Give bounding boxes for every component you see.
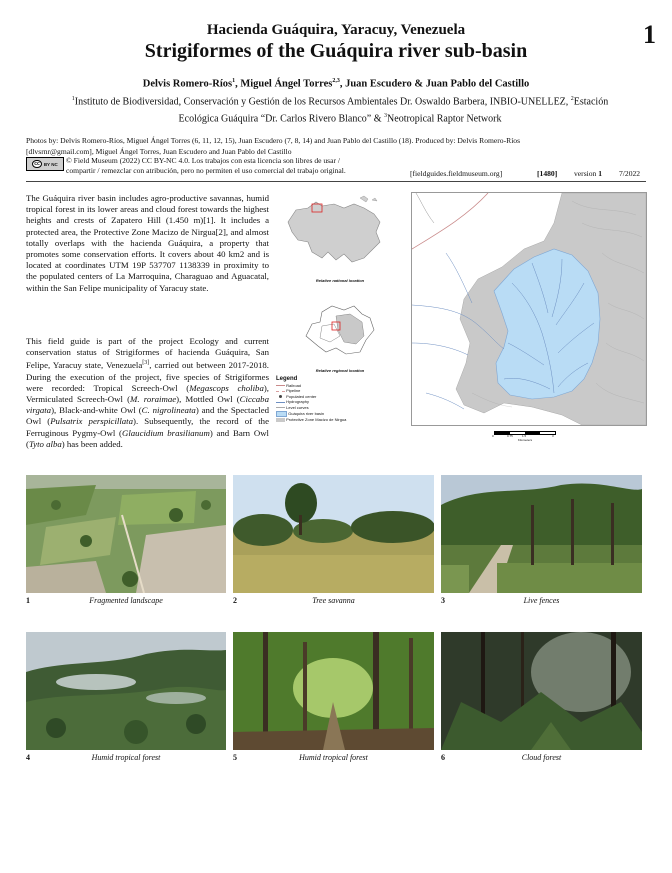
photo-cloud-forest (441, 632, 642, 750)
p2-a: This field guide is part of the project Ecology and current conservation status of Strigiformes of hacienda Guáquira, San Felipe, Yaracuy state, Venezuela (26, 336, 269, 371)
regional-map-label: Relative regional location (315, 368, 365, 373)
species-1: Megascops choliba (189, 382, 264, 393)
photo-3-caption: Live fences (523, 596, 560, 605)
photo-1-caption: Fragmented landscape (89, 596, 163, 605)
affiliations (40, 92, 640, 127)
species-5: Pulsatrix perspicillata (50, 416, 134, 427)
species-7: Tyto alba (28, 438, 62, 449)
date: 7/2022 (619, 169, 641, 178)
p2-h: ) and Barn Owl ( (26, 427, 269, 449)
author-1-sup: 1 (232, 78, 236, 84)
site-link[interactable]: [fieldguides.fieldmuseum.org] (410, 169, 503, 178)
photo-humid-tropical-forest-2 (233, 632, 434, 750)
legend-item-label: Guáquira river basin (288, 410, 325, 416)
affil-inst-1: Instituto de Biodiversidad, Conservación y Gestión de los Recursos Ambientales Dr. Oswaldo Barbera, INBIO-UNELLEZ, (74, 96, 569, 108)
legend-item-label: Railroad (286, 382, 302, 388)
photo-live-fences (441, 475, 642, 593)
scale-tick-label: 0.75 (507, 434, 513, 438)
affil-sup-1: 1 (71, 96, 75, 102)
legend-item-label: Pipeline (286, 388, 301, 394)
page-subtitle: Hacienda Guáquira, Yaracuy, Venezuela (206, 22, 466, 38)
author-1: Delvis Romero-Ríos (142, 78, 233, 90)
license-line-2: compartir / remezclar con atribución, pero no permiten el uso comercial del trabajo original. (66, 166, 346, 175)
p2-d: ), Mottled Owl ( (176, 393, 240, 404)
affil-inst-2b: Ecológica Guáquira “Dr. Carlos Rivero Blanco” & (178, 113, 382, 125)
species-6: Glaucidium brasilianum (121, 427, 210, 438)
author-3: Juan Escudero & Juan Pablo del Castillo (345, 78, 530, 90)
scale-tick-label: 0 (492, 434, 494, 438)
species-2: M. roraimae (130, 393, 177, 404)
national-location-map (282, 192, 392, 274)
intro-paragraph-2 (26, 336, 269, 450)
version-label: version (574, 169, 597, 178)
legend-items (276, 383, 406, 423)
photo-5-caption: Humid tropical forest (299, 753, 368, 762)
species-4: C. nigrolineata (141, 405, 196, 416)
photo-2-number: 2 (233, 596, 237, 605)
license-line-1: © Field Museum (2022) CC BY-NC 4.0. Los trabajos con esta licencia son libres de usar / (66, 156, 341, 165)
affil-inst-2a: Estación (573, 96, 609, 108)
license-text (66, 156, 396, 176)
p2-c: ), Vermiculated Screech-Owl ( (26, 382, 269, 404)
p2-f: ) and the Spectacled Owl ( (26, 405, 270, 427)
intro-paragraph-1: The Guáquira river basin includes agro-productive savannas, humid tropical forest in its lower areas and cloud forest towards the highest heights and crests of Zapatero Hill (1.450 m)[1]. It includes a protected area, the Protective Zone Macizo de Nirgua[2], and almost totally overlaps with the hacienda Guáquira, a property that promotes some conservation efforts. It covers about 40 km2 and is located at coordinates UTM 19P 537707 1138339 in proximity to the populated centers of La Marroquina, Charaguao and Aguacatal, within the San Felipe municipality of Yaracuy state. (26, 193, 269, 293)
credits-line-1: Photos by: Delvis Romero-Ríos, Miguel Ángel Torres (6, 11, 12, 15), Juan Escudero (7, 8, 14) and Juan Pablo del Castillo (18). Produced by: Delvis Romero-Ríos (26, 136, 521, 145)
page-title: Strigiformes of the Guáquira river sub-basin (144, 40, 528, 62)
national-map-label: Relative national location (315, 278, 365, 283)
cc-license-icon (26, 157, 64, 171)
legend-title: Legend (276, 376, 298, 382)
guide-id: [1480] (537, 169, 558, 178)
p2-i: ) has been added. (61, 438, 123, 449)
scale-tick-label: 3 (552, 434, 554, 438)
legend-item-label: Hydrography (286, 399, 310, 405)
photo-4-caption: Humid tropical forest (91, 753, 161, 762)
p2-ref: [3] (142, 360, 150, 367)
photo-6-caption: Cloud forest (521, 753, 562, 762)
p2-e: ), Black-and-white Owl ( (51, 405, 142, 416)
legend-item-label: Populated center (286, 393, 317, 399)
author-2: Miguel Ángel Torres (240, 78, 333, 90)
map-legend (276, 377, 406, 422)
affil-sup-3: 3 (384, 113, 388, 120)
scale-tick-label: 1.5 (522, 434, 527, 438)
credits-line-2: [dlvsrnr@gmail.com], Miguel Ángel Torres, Juan Escudero and Juan Pablo del Castillo (26, 147, 292, 156)
author-line: Delvis Romero-Ríos$^1$, Miguel Ángel Torres$^{2,3}$, Juan Escudero & Juan Pablo del Castillo (142, 78, 530, 90)
header-divider (26, 181, 646, 182)
scale-unit: Kilometers (517, 438, 533, 442)
version (574, 169, 602, 178)
affil-sup-2: 2 (570, 96, 574, 102)
photo-fragmented-landscape (26, 475, 226, 593)
legend-item (276, 417, 406, 423)
photo-1-number: 1 (26, 596, 30, 605)
species-3: Ciccaba virgata (26, 393, 269, 416)
photo-5-number: 5 (233, 753, 237, 762)
photo-tree-savanna (233, 475, 434, 593)
photo-6-number: 6 (441, 753, 445, 762)
page-number: 1 (643, 20, 656, 49)
legend-item-label: Level curves (286, 404, 309, 410)
scale-bar (490, 428, 560, 442)
affil-inst-3: Neotropical Raptor Network (387, 113, 502, 125)
photo-credits (26, 135, 646, 157)
legend-item-label: Protective Zone Macizo de Nirgua (286, 416, 347, 422)
author-2-sup: 2,3 (332, 78, 340, 84)
photo-3-number: 3 (441, 596, 445, 605)
p2-b: , carried out between 2017-2018. During the execution of the project, five species of Strigiformes were recorded: Tropical Screech-Owl ( (26, 360, 269, 393)
basin-map (411, 192, 647, 426)
photo-4-number: 4 (26, 753, 30, 762)
photo-humid-tropical-forest-1 (26, 632, 226, 750)
regional-location-map (300, 296, 380, 366)
photo-2-caption: Tree savanna (312, 596, 355, 605)
cc-badge-left: cc (34, 161, 40, 167)
p2-g: ). Subsequently, the record of the Ferruginous Pygmy-Owl ( (26, 416, 269, 438)
cc-badge-right: BY NC (43, 161, 58, 167)
version-number: 1 (598, 169, 603, 178)
